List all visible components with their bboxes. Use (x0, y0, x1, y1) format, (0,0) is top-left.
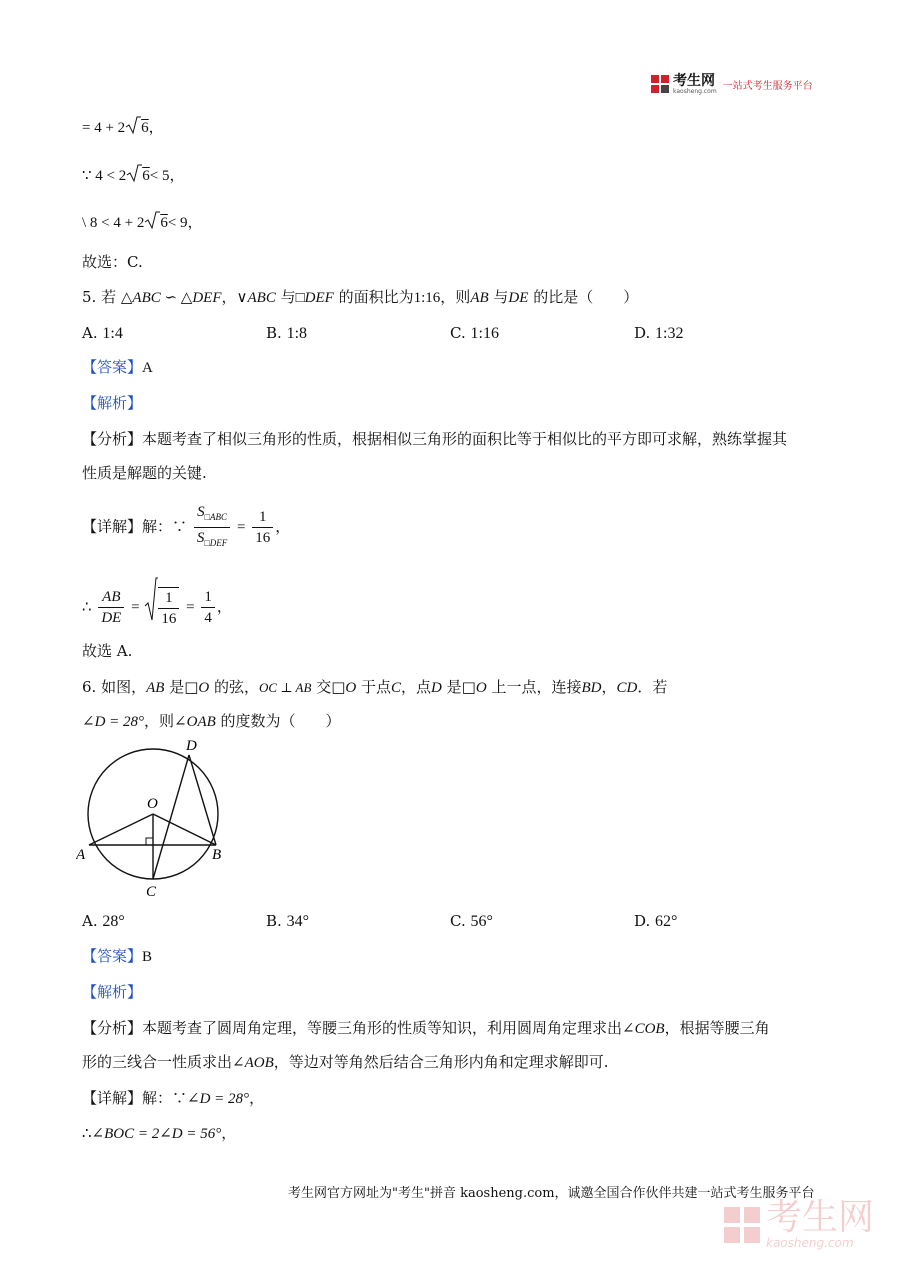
header-logo[interactable] (650, 72, 813, 96)
q5-tri1: ∨ABC (236, 290, 276, 306)
segment-ob (153, 814, 216, 845)
logo-text-block (673, 74, 717, 95)
footer-text: 考生网官方网址为"考生"拼音 kaosheng.com，诚邀全国合作伙伴共建一站式考生服务平台 (288, 1186, 815, 1201)
q6-stem-part: 6. 如图， (82, 678, 147, 696)
q6-option-a[interactable] (82, 910, 125, 933)
q5-detail-line2 (82, 576, 232, 639)
q5-option-a[interactable] (82, 322, 123, 345)
q6-stem-part: 上一点，连接 (486, 678, 582, 696)
detail-eq: ∠BOC = 2∠D = 56° (91, 1126, 222, 1142)
q6-stem-part: 的度数为（ ） (215, 712, 341, 730)
q5-analysis-tag: 【解析】 (82, 394, 143, 412)
q6-option-c[interactable] (450, 910, 493, 933)
segment-oa (89, 814, 153, 845)
answer-value: B (142, 949, 153, 965)
result-num: 1 (201, 587, 215, 608)
frac-den-sub: □DEF (204, 538, 228, 548)
fenxi-tag: 【分析】 (82, 430, 143, 448)
prev-expr: \ 8 < 4 + 2 (82, 215, 145, 231)
punct: ， (275, 517, 291, 536)
therefore-symbol: ∴ (82, 597, 92, 616)
fenxi-text: ，根据等腰三角 (664, 1019, 770, 1037)
q6-o: O (345, 680, 357, 696)
q6-stem-part: 是□ (164, 678, 199, 696)
q6-o: O (475, 680, 487, 696)
equals: = (131, 599, 140, 616)
radicand: 6 (142, 168, 150, 184)
q6-stem-part: 的弦， (209, 678, 259, 696)
q6-stem-part: 于点 (356, 678, 392, 696)
q5-detail-line1 (82, 502, 290, 553)
therefore-symbol: ∴ (82, 1124, 92, 1142)
fenxi-tag: 【分析】 (82, 1019, 143, 1037)
sqrt-num: 1 (158, 588, 179, 609)
q6-stem-part: ．若 (637, 678, 668, 696)
q6-option-b[interactable] (266, 910, 309, 933)
area-ratio-fraction (194, 502, 230, 553)
q5-conclusion: 故选 A. (82, 642, 133, 660)
q6-answer (82, 945, 152, 968)
q6-angle-oab: ∠OAB (174, 714, 216, 730)
result-fraction (201, 587, 215, 628)
label-a: A (76, 847, 86, 863)
q5-option-c[interactable] (450, 322, 499, 345)
q6-stem-line2 (82, 710, 341, 733)
option-value: 62° (655, 913, 678, 930)
prev-expr-tail: < 5， (149, 168, 185, 184)
kaosheng-logo-icon (650, 74, 670, 94)
detail-tag: 【详解】 (82, 517, 143, 536)
logo-domain: kaosheng.com (673, 87, 717, 95)
option-label: C. (450, 912, 466, 930)
segment-bd (189, 755, 216, 845)
q6-cob: ∠COB (622, 1021, 665, 1037)
option-value: 1:4 (102, 325, 123, 342)
option-label: D. (634, 324, 651, 342)
q6-c: C (391, 680, 402, 696)
q6-circle-figure (76, 736, 236, 902)
label-d: D (186, 738, 197, 754)
fenxi-text: 本题考查了相似三角形的性质，根据相似三角形的面积比等于相似比的平方即可求解，熟练掌握其 (142, 430, 788, 448)
logo-slogan: 一站式考生服务平台 (722, 80, 813, 92)
q6-stem-part: ，则 (144, 712, 175, 730)
q6-analysis-tag: 【解析】 (82, 983, 143, 1001)
watermark-text-block (766, 1197, 875, 1250)
answer-value: A (142, 360, 153, 376)
watermark-domain: kaosheng.com (766, 1236, 854, 1250)
q6-aob: ∠AOB (232, 1055, 274, 1071)
q6-stem-part: 是□ (441, 678, 476, 696)
frac-num-sub: □ABC (204, 512, 227, 522)
watermark-logo-icon (722, 1205, 762, 1245)
watermark-brand: 考生网 (766, 1197, 875, 1238)
q6-stem-part: ， (601, 678, 617, 696)
punct: ， (221, 1124, 237, 1142)
q5-stem-part: 5. 若 (82, 288, 117, 306)
q6-stem-part: ，点 (401, 678, 432, 696)
fenxi-text: 本题考查了圆周角定理，等腰三角形的性质等知识，利用圆周角定理求出 (142, 1019, 623, 1037)
q6-bd: BD (581, 680, 602, 696)
sqrt-den: 16 (161, 610, 177, 627)
q6-d: D (431, 680, 442, 696)
q5-stem-part: 的面积比为 (333, 288, 414, 306)
option-value: 1:32 (655, 325, 684, 342)
punct: ， (216, 597, 232, 616)
option-label: D. (634, 912, 651, 930)
q6-perp: OC ⊥ AB (259, 680, 312, 695)
option-value: 56° (470, 913, 493, 930)
q5-fenxi-line1 (82, 428, 787, 450)
option-label: A. (82, 324, 98, 342)
option-label: B. (266, 912, 282, 930)
q5-fenxi-line2: 性质是解题的关键. (82, 464, 207, 482)
value-den: 16 (255, 530, 271, 546)
frac-num: S (197, 504, 205, 520)
q5-stem-part: 与 (488, 288, 509, 306)
option-label: C. (450, 324, 466, 342)
q5-option-d[interactable] (634, 322, 684, 345)
detail-eq: ∠D = 28° (187, 1091, 250, 1107)
option-value: 1:8 (286, 325, 308, 342)
q6-angle-d: ∠D = 28° (82, 714, 145, 730)
label-o: O (147, 796, 158, 812)
fenxi-text: ，等边对等角然后结合三角形内角和定理求解即可. (273, 1053, 609, 1071)
option-label: B. (266, 324, 282, 342)
q6-o: O (198, 680, 210, 696)
q6-detail-line1 (82, 1087, 264, 1110)
prev-expr: ∵ 4 < 2 (82, 168, 127, 184)
sqrt-sign (144, 210, 160, 236)
punct: ， (249, 1089, 265, 1107)
option-value: 34° (286, 913, 309, 930)
q5-ab: AB (470, 290, 489, 306)
q5-tri2: □DEF (295, 290, 334, 306)
punct: ， (148, 118, 164, 136)
q6-cd: CD (616, 680, 638, 696)
q5-de: DE (508, 290, 529, 306)
q5-option-b[interactable] (266, 322, 307, 345)
radicand: 6 (141, 120, 149, 136)
label-c: C (146, 884, 157, 900)
fenxi-text: 形的三线合一性质求出 (82, 1053, 233, 1071)
equals: = (186, 599, 195, 616)
q6-option-d[interactable] (634, 910, 677, 933)
prev-line-2 (82, 163, 184, 189)
detail-pre: 解：∵ (142, 517, 188, 536)
frac-den: S (196, 530, 205, 546)
prev-line-1 (82, 115, 164, 141)
prev-expr: = 4 + 2 (82, 120, 126, 136)
q6-stem-line1 (82, 676, 667, 699)
q5-ratio: 1:16 (413, 290, 441, 306)
frac-den: DE (101, 610, 122, 626)
prev-line-3 (82, 210, 203, 236)
answer-tag: 【答案】 (82, 358, 143, 376)
q6-fenxi-line2 (82, 1051, 609, 1074)
q5-answer (82, 356, 153, 379)
q6-detail-line2 (82, 1122, 236, 1145)
q5-stem-part: ， (221, 288, 237, 306)
value-fraction (252, 507, 273, 548)
option-label: A. (82, 912, 98, 930)
answer-tag: 【答案】 (82, 947, 143, 965)
sqrt-sign (144, 576, 158, 639)
option-value: 28° (102, 913, 125, 930)
label-b: B (212, 847, 222, 863)
q5-stem-part: 与 (275, 288, 296, 306)
sqrt-sign (126, 163, 142, 189)
q6-ab: AB (146, 680, 165, 696)
result-den: 4 (204, 610, 212, 626)
equals: = (237, 519, 246, 536)
value-num: 1 (252, 507, 273, 528)
prev-expr-tail: < 9， (167, 215, 203, 231)
radicand: 6 (160, 215, 168, 231)
right-angle-mark (146, 838, 153, 845)
q5-stem-part: 的比是（ ） (528, 288, 639, 306)
logo-brand: 考生网 (673, 72, 715, 89)
option-value: 1:16 (470, 325, 499, 342)
detail-tag: 【详解】 (82, 1089, 143, 1107)
side-ratio-fraction (98, 587, 124, 628)
q6-fenxi-line1 (82, 1017, 770, 1040)
q5-similarity: △ABC ∽ △DEF (120, 290, 222, 306)
frac-num: AB (98, 587, 124, 608)
sqrt-sign (125, 115, 141, 141)
detail-pre: 解：∵ (142, 1089, 188, 1107)
q6-stem-part: 交□ (311, 678, 346, 696)
prev-conclusion: 故选：C. (82, 253, 143, 271)
sqrt-fraction (158, 587, 179, 629)
watermark (722, 1197, 875, 1250)
q5-stem-part: ，则 (440, 288, 471, 306)
q5-stem (82, 286, 638, 309)
